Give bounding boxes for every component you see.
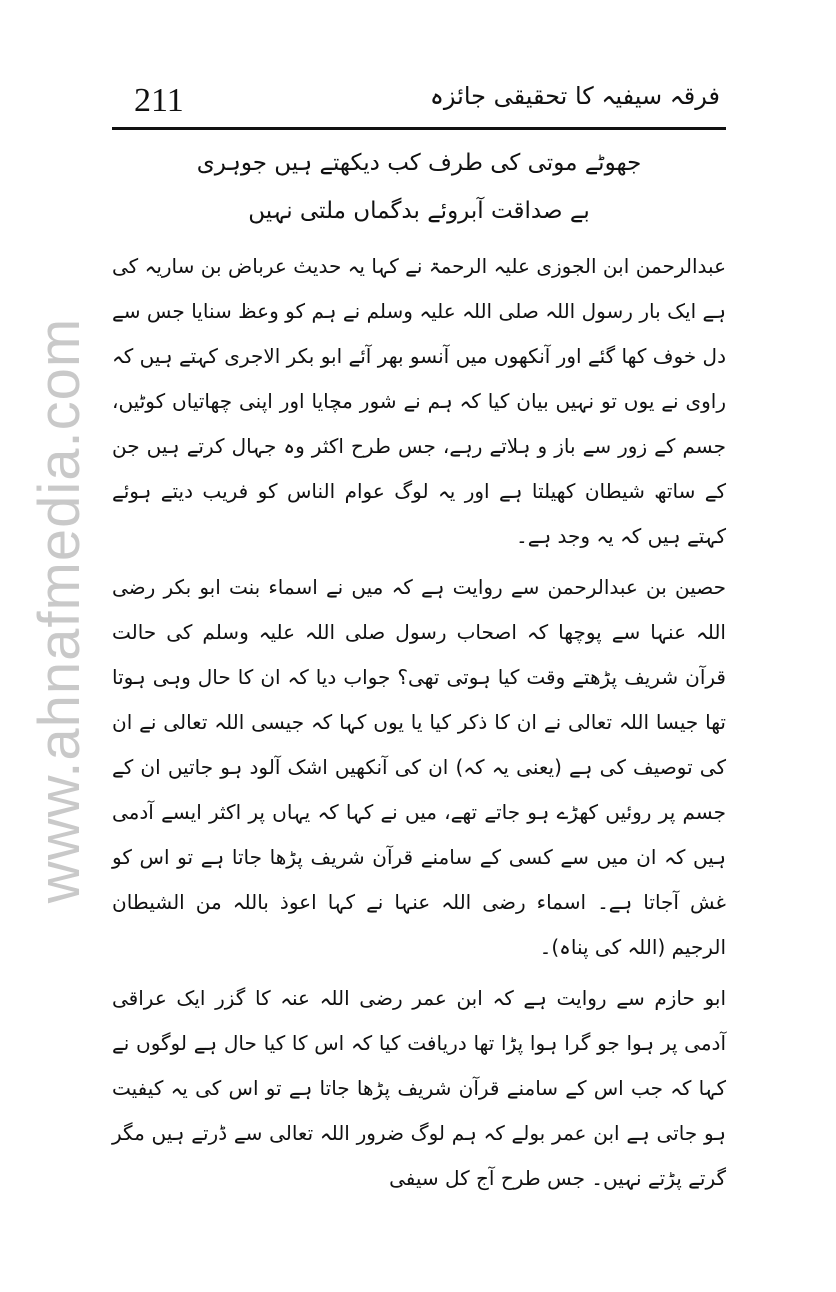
watermark-text: www.ahnafmedia.com — [27, 317, 93, 903]
verse-line: بے صداقت آبروئے بدگماں ملتی نہیں — [248, 198, 590, 224]
verse-line: جھوٹے موتی کی طرف کب دیکھتے ہیں جوہری — [196, 150, 642, 176]
paragraph: ابو حازم سے روایت ہے کہ ابن عمر رضی اللہ عنہ کا گزر ایک عراقی آدمی پر ہوا جو گرا ہوا پڑا تھا دریافت کیا کہ اس کا کیا حال ہے لوگوں نے کہا کہ جب اس کے سامنے قرآن شریف پڑھا جاتا ہے تو اس کی یہ کیفیت ہو جاتی ہے ابن عمر بولے کہ ہم لوگ ضرور اللہ تعالی سے ڈرتے ہیں مگر گرتے پڑتے نہیں۔ جس طرح آج کل سیفی — [112, 986, 726, 1190]
page-body — [112, 138, 726, 1201]
page-number: 211 — [134, 82, 184, 119]
page-header — [112, 78, 726, 130]
watermark — [25, 230, 95, 990]
header-divider — [112, 127, 726, 130]
paragraph: حصین بن عبدالرحمن سے روایت ہے کہ میں نے اسماء بنت ابو بکر رضی اللہ عنہا سے پوچھا کہ اصحاب رسول صلی اللہ علیہ وسلم کی حالت قرآن شریف پڑھتے وقت کیا ہوتی تھی؟ جواب دیا کہ ان کا حال وہی ہوتا تھا جیسا اللہ تعالی نے ان کا ذکر کیا یا یوں کہا کہ جیسی اللہ تعالی نے ان کی توصیف کی ہے (یعنی یہ کہ) ان کی آنکھیں اشک آلود ہو جاتیں ان کے جسم پر روئیں کھڑے ہو جاتے تھے، میں نے کہا کہ یہاں پر اکثر ایسے آدمی ہیں کہ ان میں سے کسی کے سامنے قرآن شریف پڑھا جاتا ہے تو اس کو غش آجاتا ہے۔ اسماء رضی اللہ عنہا نے کہا اعوذ باللہ من الشیطان الرجیم (اللہ کی پناہ)۔ — [112, 575, 726, 959]
running-title: فرقہ سیفیہ کا تحقیقی جائزہ — [429, 82, 720, 110]
paragraph: عبدالرحمن ابن الجوزی علیہ الرحمۃ نے کہا یہ حدیث عرباض بن ساریہ کی ہے ایک بار رسول اللہ صلی اللہ علیہ وسلم نے ہم کو وعظ سنایا جس سے دل خوف کھا گئے اور آنکھوں میں آنسو بھر آئے ابو بکر الاجری کہتے ہیں کہ راوی نے یوں تو نہیں بیان کیا کہ ہم نے شور مچایا اور اپنی چھاتیاں کوٹیں، جسم کے زور سے باز و ہلاتے رہے، جس طرح اکثر وہ جہال کرتے ہیں جن کے ساتھ شیطان کھیلتا ہے اور یہ لوگ عوام الناس کو فریب دیتے ہوئے کہتے ہیں کہ یہ وجد ہے۔ — [112, 254, 726, 548]
